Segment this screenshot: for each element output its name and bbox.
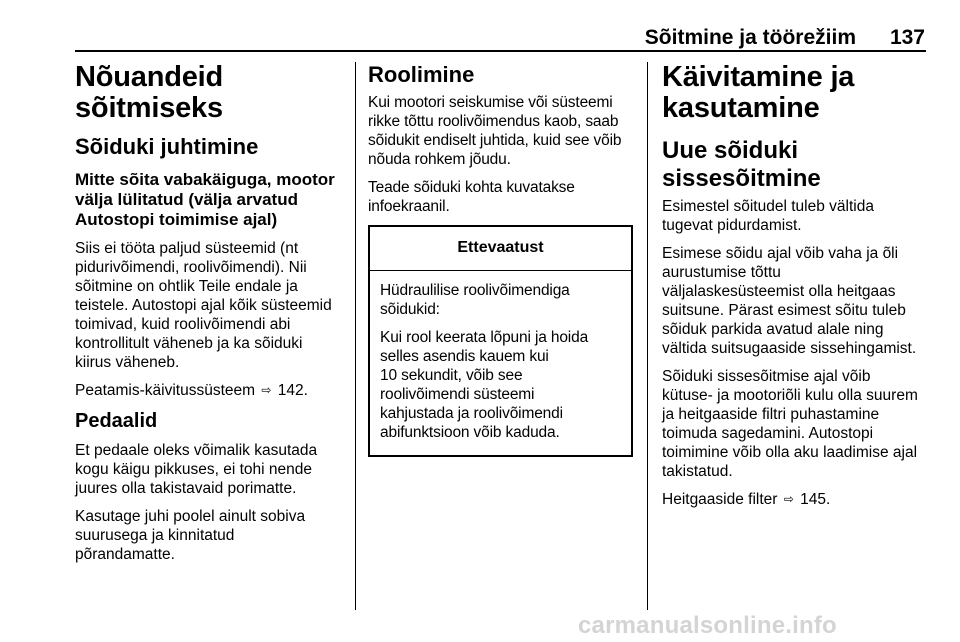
chapter-title: Käivitamine ja kasutamine xyxy=(662,61,855,124)
reference-text: Heitgaaside filter xyxy=(662,491,778,508)
watermark: carmanualsonline.info xyxy=(578,612,837,639)
paragraph: Sõiduki sissesõitmise ajal võib kütuse- ja mootoriõli kulu olla suurem ja heitgaaside filtri puhastamine toimuda sagedamini. Autostopi toimimine võib olla aku laadimise ajal takistatud. xyxy=(662,368,918,480)
reference-text: Peatamis-käivitussüsteem xyxy=(75,382,256,399)
section-heading: Pedaalid xyxy=(75,410,158,432)
paragraph: Teade sõiduki kohta kuvatakse infoekraanil. xyxy=(368,179,575,215)
section-heading: Roolimine xyxy=(368,62,475,87)
section-heading: Uue sõiduki sissesõitmine xyxy=(662,137,821,192)
cross-reference-paragraph xyxy=(75,381,343,400)
caution-paragraph: Hüdraulilise roolivõimendiga sõidukid: xyxy=(380,282,570,318)
paragraph: Et pedaale oleks võimalik kasutada kogu käigu pikkuses, ei tohi nende juures olla takistavaid porimatte. xyxy=(75,442,318,497)
section-heading: Sõiduki juhtimine xyxy=(75,134,259,159)
column-middle xyxy=(368,62,633,457)
page-reference-link[interactable]: 142. xyxy=(277,382,308,399)
paragraph: Siis ei tööta paljud süsteemid (nt pidurivõimendi, roolivõimendi). Nii sõitmine on ohtlik Teile endale ja teistele. Autostopi ajal kõik süsteemid toimivad, kuid roolivõimendi abi kontrollitult väheneb ja ka sõiduki kiirus väheneb. xyxy=(75,240,332,371)
paragraph: Kui mootori seiskumise või süsteemi rikke tõttu roolivõimendus kaob, saab sõidukit endiselt juhtida, kuid see võib nõuda rohkem jõudu. xyxy=(368,94,622,168)
page-number: 137 xyxy=(889,26,925,49)
caution-body xyxy=(370,271,631,455)
paragraph: Kasutage juhi poolel ainult sobiva suurusega ja kinnitatud põrandamatte. xyxy=(75,508,306,563)
arrow-right-icon: ⇨ xyxy=(783,492,794,506)
paragraph: Esimese sõidu ajal võib vaha ja õli aurustumise tõttu väljalaskesüsteemist olla heitgaas suitsune. Pärast esimest sõitu tuleb sõiduk parkida avatud alale ning vältida suitsugaaside sissehingamist. xyxy=(662,245,917,357)
column-divider xyxy=(355,62,356,610)
page-reference-link[interactable]: 145. xyxy=(800,491,831,508)
chapter-title: Nõuandeid sõitmiseks xyxy=(75,61,224,124)
column-left xyxy=(75,62,343,573)
running-header-title: Sõitmine ja töörežiim xyxy=(644,26,856,49)
subsection-heading: Mitte sõita vabakäiguga, mootor välja lülitatud (välja arvatud Autostopi toimimise ajal) xyxy=(75,170,335,229)
arrow-right-icon: ⇨ xyxy=(261,383,272,397)
caution-paragraph: Kui rool keerata lõpuni ja hoida selles asendis kauem kui 10 sekundit, võib see roolivõimendi süsteemi kahjustada ja roolivõimendi abifunktsioon võib kaduda. xyxy=(380,329,589,441)
header-divider xyxy=(75,50,926,52)
cross-reference-paragraph xyxy=(662,490,926,509)
column-right xyxy=(662,62,926,518)
paragraph: Esimestel sõitudel tuleb vältida tugevat pidurdamist. xyxy=(662,198,874,234)
column-divider xyxy=(647,62,648,610)
caution-title: Ettevaatust xyxy=(370,227,631,271)
caution-box xyxy=(368,225,633,457)
